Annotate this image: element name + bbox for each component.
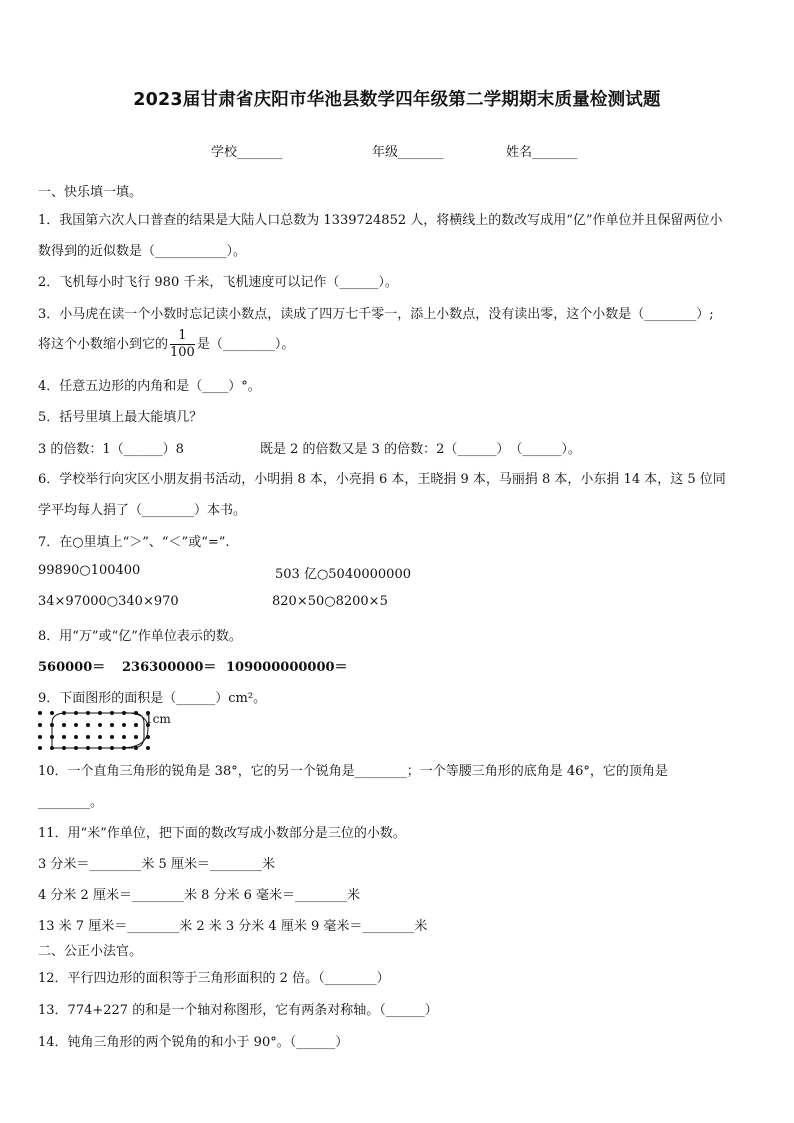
scale-label: 1cm [145,712,171,726]
q14: 14．钝角三角形的两个锐角的和小于 90°。（______） [38,1035,349,1050]
page-title: 2023届甘肃省庆阳市华池县数学四年级第二学期期末质量检测试题 [133,90,661,110]
q4: 4．任意五边形的内角和是（____）°。 [38,379,261,394]
q7-b: 503 亿○5040000000 [275,567,411,582]
grade-field: 年级_______ [372,145,444,160]
q11-line1: 11．用“米”作单位，把下面的数改写成小数部分是三位的小数。 [38,826,406,841]
q11-c: 13 米 7 厘米＝________米 2 米 3 分米 4 厘米 9 毫米＝________米 [38,919,428,934]
q7-line1: 7．在○里填上“＞”、“＜”或“=”. [38,535,230,550]
name-field: 姓名_______ [506,145,578,160]
q8-a: 560000＝ [38,660,106,675]
q8-c: 109000000000＝ [226,660,348,675]
fraction [170,328,195,361]
fraction-numerator: 1 [170,328,195,345]
q5-b: 既是 2 的倍数又是 3 的倍数：2（______） （______）。 [260,442,581,457]
q11-a: 3 分米＝________米 5 厘米＝________米 [38,857,275,872]
q2: 2．飞机每小时飞行 980 千米，飞机速度可以记作（______）。 [38,275,398,290]
q9-line1: 9．下面图形的面积是（______）cm²。 [38,691,267,706]
q8-b: 236300000＝ [122,660,217,675]
q12: 12．平行四边形的面积等于三角形面积的 2 倍。（________） [38,971,390,986]
section-2-heading: 二、公正小法官。 [38,944,143,959]
q7-a: 99890○100400 [38,563,141,578]
q5-a: 3 的倍数：1（______）8 [38,442,184,457]
q7-c: 34×97000○340×970 [38,594,179,609]
q1-line1: 1．我国第六次人口普查的结果是大陆人口总数为 1339724852 人，将横线上的数改写成用“亿”作单位并且保留两位小 [38,213,723,228]
q6-line1: 6．学校举行向灾区小朋友捐书活动，小明捐 8 本，小亮捐 6 本，王晓捐 9 本，马丽捐 8 本，小东捐 14 本，这 5 位同 [38,472,726,487]
school-field: 学校_______ [211,145,283,160]
section-1-heading: 一、快乐填一填。 [38,185,143,200]
q1-line2: 数得到的近似数是（___________）。 [38,244,247,259]
q13: 13．774+227 的和是一个轴对称图形，它有两条对称轴。（______） [38,1003,438,1018]
q11-b: 4 分米 2 厘米＝________米 8 分米 6 毫米＝________米 [38,888,361,903]
q3-line2 [38,328,294,361]
q7-d: 820×50○8200×5 [272,594,388,609]
q8-line1: 8．用“万”或“亿”作单位表示的数。 [38,629,242,644]
q3-line2-pre: 将这个小数缩小到它的 [38,337,169,352]
q10-line2: ________。 [38,795,104,810]
q5-line1: 5．括号里填上最大能填几？ [38,410,203,425]
q3-line1: 3．小马虎在读一个小数时忘记读小数点，读成了四万七千零一，添上小数点，没有读出零，这个小数是（________）; [38,307,714,322]
q3-line2-post: 是（________）。 [196,337,295,352]
fraction-denominator: 100 [170,345,195,360]
q10-line1: 10．一个直角三角形的锐角是 38°，它的另一个锐角是________；一个等腰三角形的底角是 46°，它的顶角是 [38,764,668,779]
q6-line2: 学平均每人捐了（________）本书。 [38,503,247,518]
